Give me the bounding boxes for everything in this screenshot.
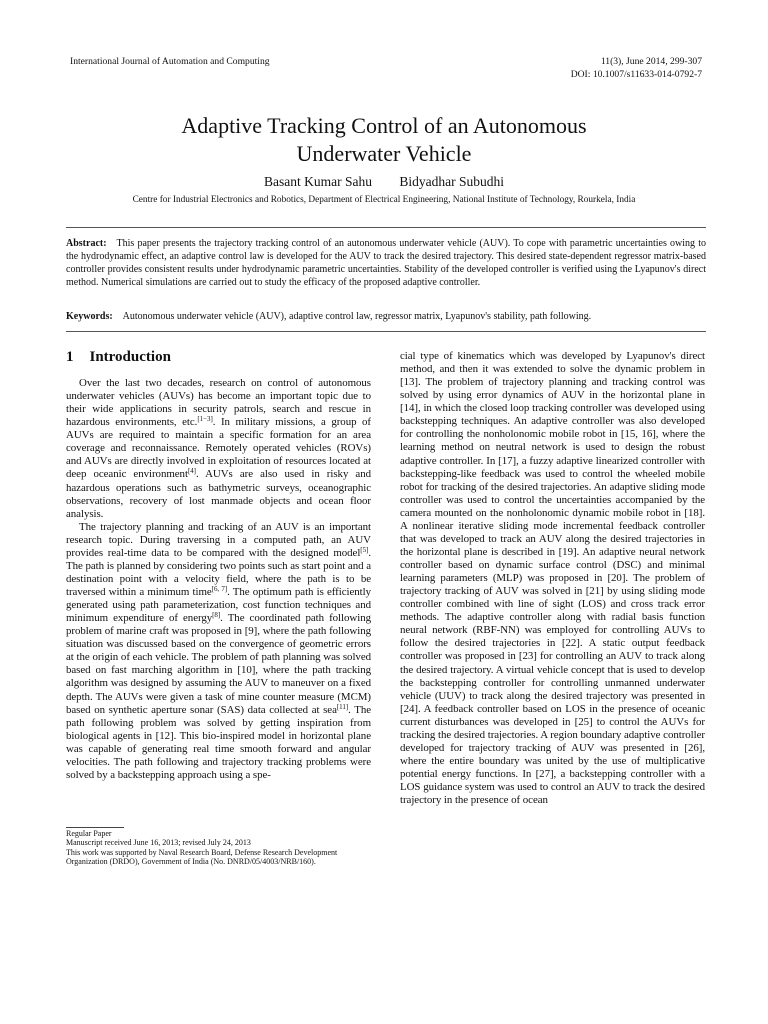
title-line: Underwater Vehicle bbox=[296, 141, 472, 166]
abstract bbox=[66, 238, 706, 290]
affiliation: Centre for Industrial Electronics and Robotics, Department of Electrical Engineering, National Institute of Technology, Rourkela, India bbox=[132, 195, 636, 205]
section-heading bbox=[66, 349, 171, 366]
paragraph-text: . The path following problem was solved by getting inspiration from biological agents in [12]. This bio-inspired model in horizontal plane was capable of generating real time smooth forward and angular velocities. The path following and trajectory tracking problems were solved by a backstepping approach using a spe- bbox=[66, 703, 371, 781]
abstract-label: Abstract: bbox=[66, 238, 107, 249]
body-paragraph bbox=[66, 521, 371, 782]
body-paragraph bbox=[66, 377, 371, 521]
footnote-rule bbox=[66, 827, 124, 828]
author-name: Basant Kumar Sahu bbox=[264, 174, 372, 189]
journal-name: International Journal of Automation and Computing bbox=[70, 56, 270, 67]
title-line: Adaptive Tracking Control of an Autonomous bbox=[181, 113, 587, 138]
section-number: 1 bbox=[66, 349, 74, 365]
body-paragraph bbox=[400, 350, 705, 807]
paragraph-text: . In military missions, a group of AUVs are required to maintain a specific formation for an area coverage and reconnaissance. Remotely operated vehicles (ROVs) and AUVs are directly involved in exploitation of resources located at deep oceanic environment bbox=[66, 416, 372, 481]
footnote bbox=[66, 829, 371, 866]
citation-superscript: [11] bbox=[336, 702, 349, 711]
paragraph-text: . The path is planned by considering two points such as start point and a destination point with a velocity field, where the path is to be traversed within a minimum time bbox=[66, 546, 371, 598]
citation-superscript: [8] bbox=[212, 611, 221, 620]
citation-superscript: [5] bbox=[360, 545, 369, 554]
paragraph-text: cial type of kinematics which was developed by Lyapunov's direct method, and then it was extended to solve the dynamic problem in [13]. The problem of trajectory planning and tracking control was solved by using error dynamics of AUV in the horizontal plane in [14], in which the closed loop tracking controller was developed using backstepping techniques. An adaptive controller was also developed for controlling the nonholonomic mobile robot in [15, 16], where the learning method on neutral network is used to design the robust adaptive controller. In [17], a fuzzy adaptive linearized controller with backstepping-like feedback was used to control the wheeled mobile robot for tracking of the desired trajectories. An adaptive sliding mode controller was used to control the uncertainties accompanied by the camera mounted on the nonholonomic dynamic mobile robot in [18]. A nonlinear iterative sliding mode incremental feedback controller that was developed to track an AUV along the desired trajectories in the horizontal plane is described in [19]. An adaptive neural network controller based on dynamic surface control (DSC) and minimal learning parameters (MLP) was proposed in [20]. The problem of trajectory tracking of AUV was solved in [21] by using sliding mode controller combined with line of sight (LOS) and cross track error methods. The adaptive controller along with radial basis function neural network (RBF-NN) was employed for controlling AUVs to follow the desired trajectories in [22]. A static output feedback controller was proposed in [23] for controlling an AUV to track along the desired trajectory. A virtual vehicle concept that is used to develop the backstepping controller for controlling unmanned underwater vehicle (UUV) to track along the desired trajectory was presented in [24]. A feedback controller based on LOS in the presence of oceanic current disturbances was developed in [25] to control the AUVs for tracking the desired trajectories. A region boundary adaptive controller developed for trajectory tracking of AUV was presented in [26], where the entire boundary was united by the use of multiplicative potential energy functions. In [27], a backstepping controller with a LOS guidance system was used to control an AUV to track the desired trajectory in the presence of ocean bbox=[400, 350, 705, 807]
keywords-text: Autonomous underwater vehicle (AUV), adaptive control law, regressor matrix, Lyapunov's stability, path following. bbox=[122, 311, 592, 322]
issue-info: 11(3), June 2014, 299-307 bbox=[600, 56, 702, 67]
keywords-label: Keywords: bbox=[66, 311, 113, 322]
author-name: Bidyadhar Subudhi bbox=[399, 174, 504, 189]
abstract-top-rule bbox=[66, 227, 706, 228]
abstract-text: This paper presents the trajectory tracking control of an autonomous underwater vehicle (AUV). To cope with parametric uncertainties owing to the hydrodynamic effect, an adaptive control law is developed for the AUV to track the desired trajectory. This desired state-dependent regressor matrix-based controller provides consistent results under hydrodynamic parametric uncertainties. Stability of the developed controller is verified using the Lyapunov's direct method. Numerical simulations are carried out to study the efficacy of the proposed adaptive controller. bbox=[66, 238, 706, 288]
paper-title bbox=[0, 112, 768, 168]
paragraph-text: . AUVs are also used in risky and hazardous operations such as bathymetric surveys, oceanographic observations, recovery of lost manmade objects and ocean floor analysis. bbox=[66, 468, 371, 520]
abstract-bottom-rule bbox=[66, 331, 706, 332]
section-title: Introduction bbox=[89, 349, 171, 365]
paragraph-text: The trajectory planning and tracking of an AUV is an important research topic. During traversing in a computed path, an AUV provides real-time data to be compared with the designed model bbox=[66, 520, 371, 559]
footnote-line: Manuscript received June 16, 2013; revised July 24, 2013 bbox=[66, 838, 251, 848]
citation-superscript: [1−3] bbox=[197, 415, 213, 424]
paragraph-text: . The optimum path is efficiently generated using path parameterization, cost function techniques and minimum expenditure of energy bbox=[66, 586, 371, 625]
keywords bbox=[66, 311, 706, 324]
paragraph-text: . The coordinated path following problem of marine craft was proposed in [9], where the path following situation was discussed based on the convergence of geometric errors at the origin of each vehicle. The problem of path planning was solved based on fast marching algorithm in [10], where the path tracking algorithm was designed by assuming the AUV to maneuver on a fixed depth. The AUVs were given a task of mine counter measure (MCM) based on synthetic aperture sonar (SAS) data collected at sea bbox=[66, 612, 371, 716]
paragraph-text: Over the last two decades, research on control of autonomous underwater vehicles (AUVs) has become an important topic due to their wide applications in security patrols, search and rescue in hazardous environments, etc. bbox=[66, 377, 371, 429]
author-list bbox=[0, 174, 768, 190]
citation-superscript: [4] bbox=[187, 467, 196, 476]
citation-superscript: [6, 7] bbox=[211, 585, 228, 593]
footnote-line: Regular Paper bbox=[66, 829, 112, 838]
doi: DOI: 10.1007/s11633-014-0792-7 bbox=[570, 69, 702, 80]
footnote-line: This work was supported by Naval Research Board, Defense Research Development Organization (DRDO), Government of India (No. DNRD/05/4003/NRB/160). bbox=[66, 847, 338, 866]
body-column-right bbox=[400, 350, 705, 807]
body-column-left bbox=[66, 377, 371, 782]
